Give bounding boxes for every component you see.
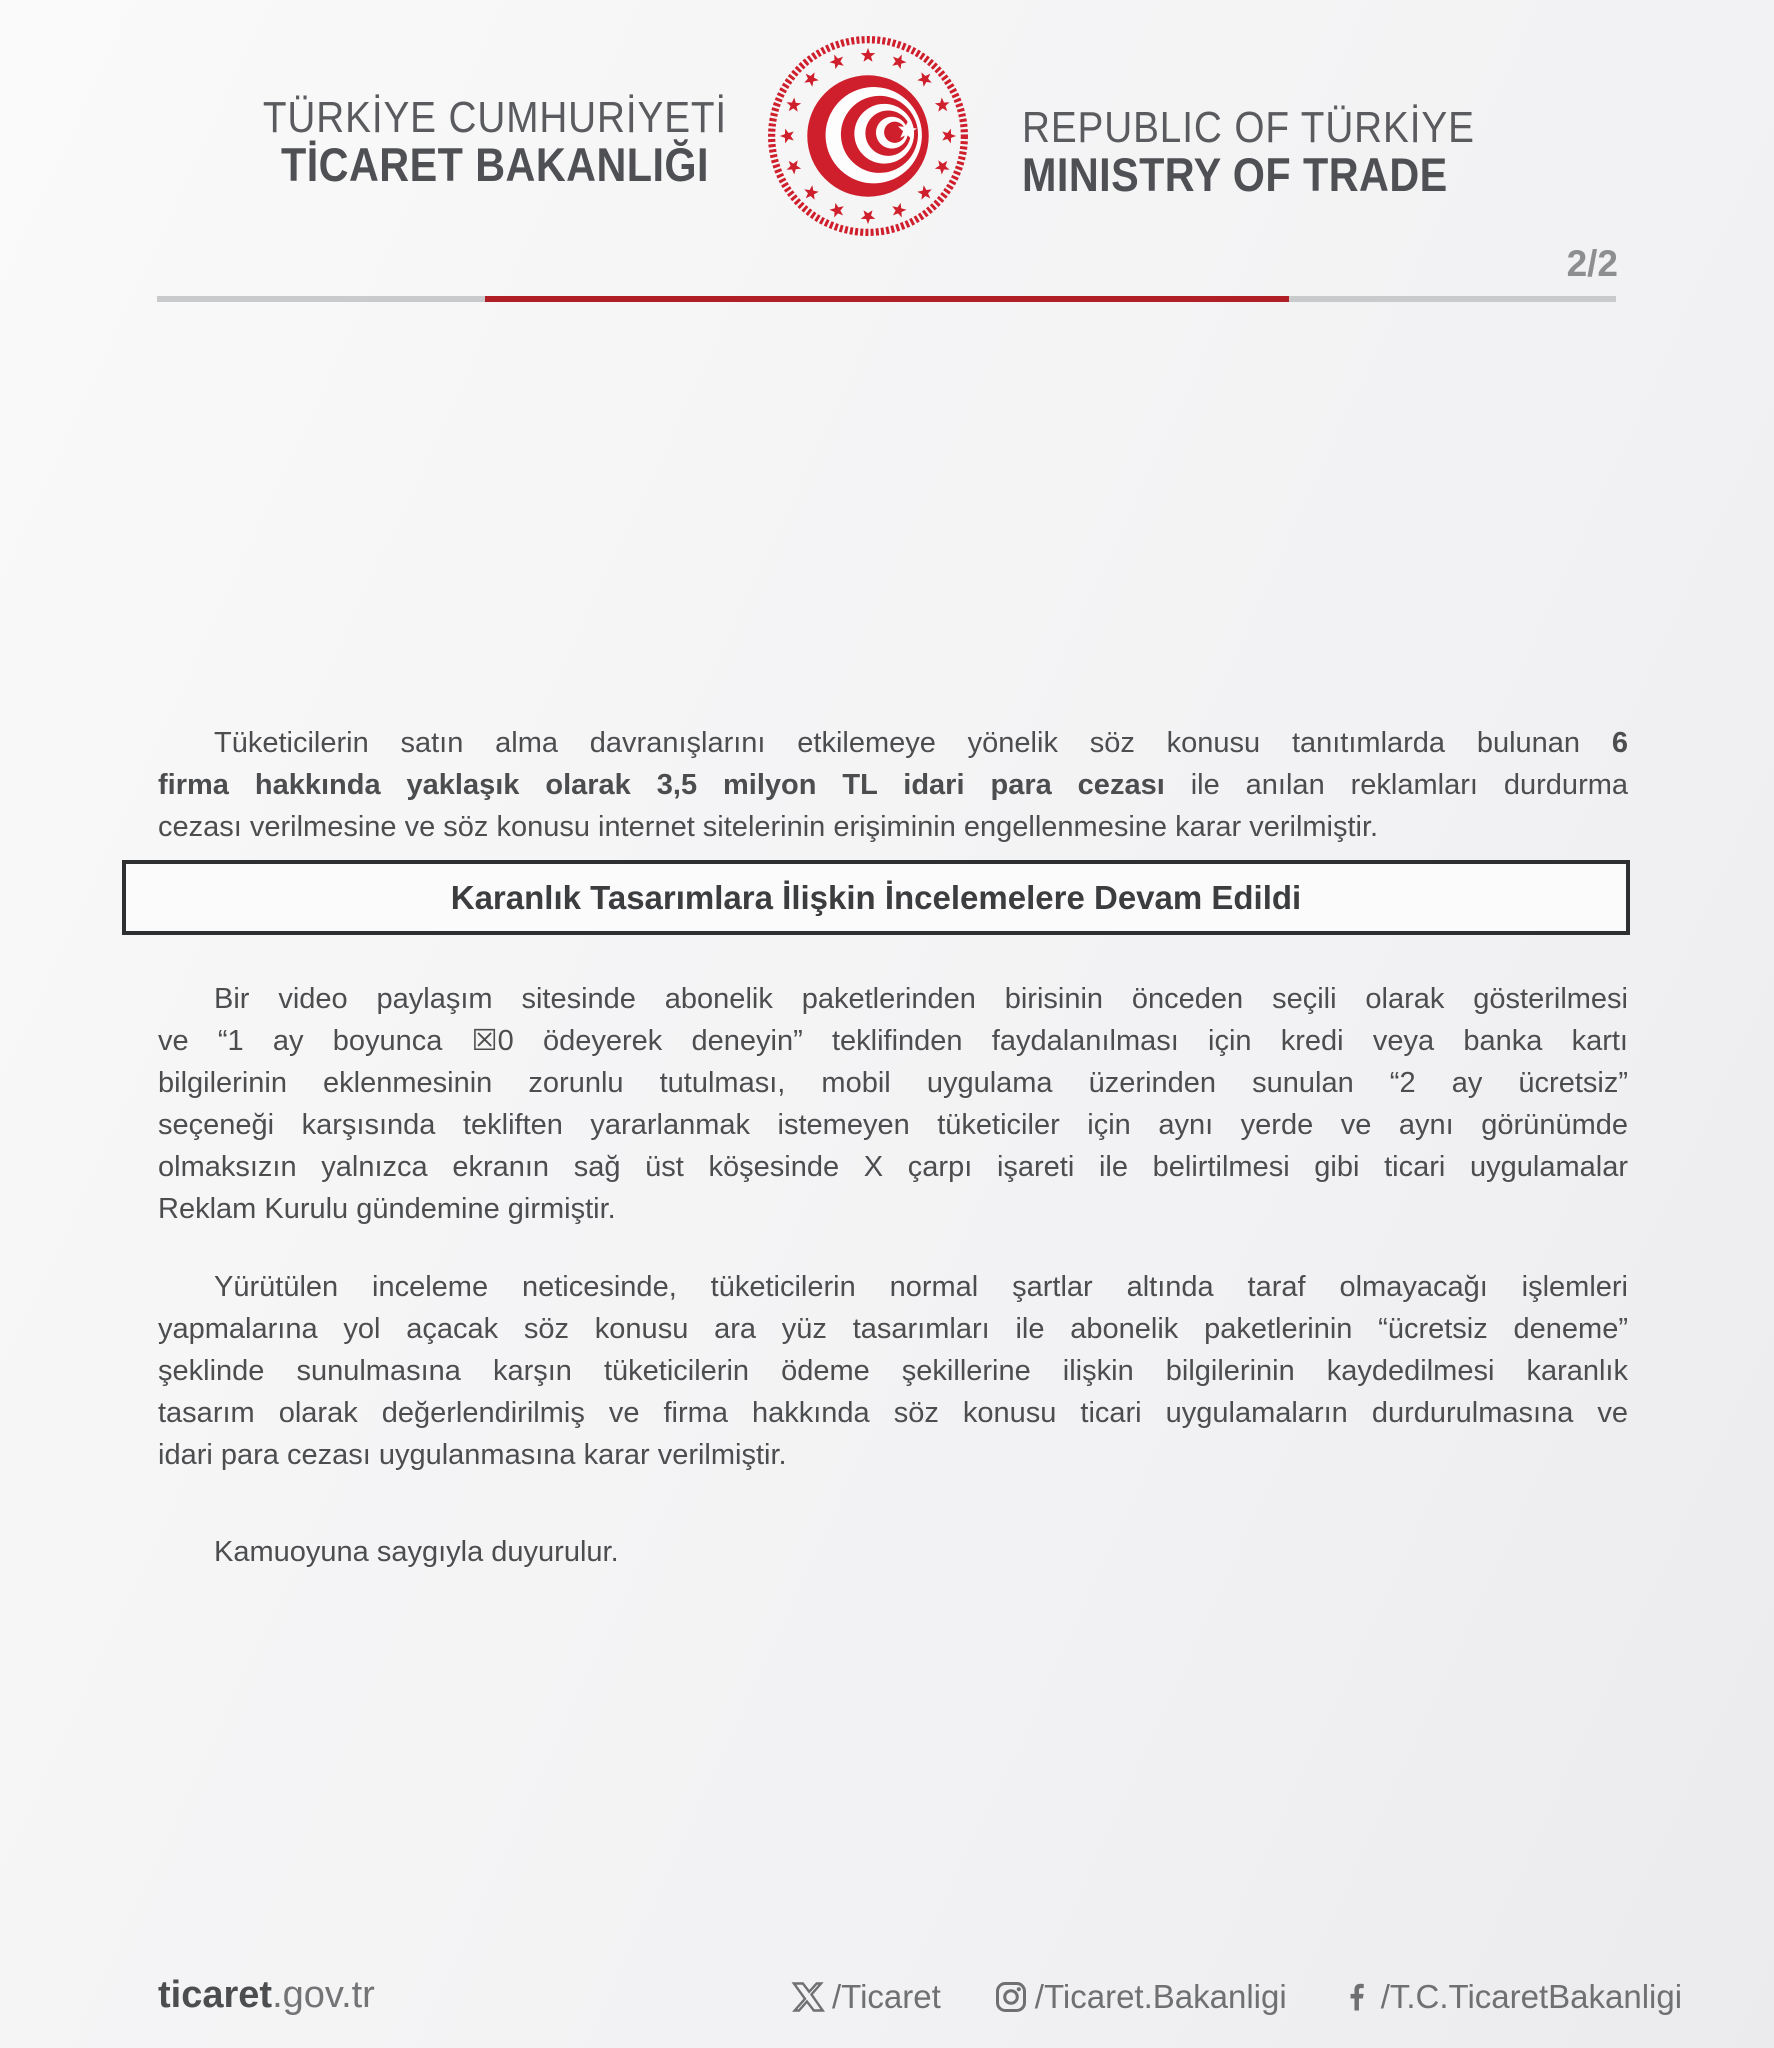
- x-icon: [790, 1979, 826, 2015]
- text-line: Tüketicilerin satın alma davranışlarını etkilemeye yönelik söz konusu tanıtımlarda bulunan 6: [214, 727, 1628, 759]
- x-handle: /Ticaret: [832, 1978, 941, 2015]
- text-line: tasarım olarak değerlendirilmiş ve firma hakkında söz konusu ticari uygulamaların durdurulmasına ve: [158, 1397, 1628, 1429]
- footer: [0, 1968, 1774, 2028]
- website-bold-part: ticaret: [158, 1974, 273, 2016]
- instagram-icon: [993, 1979, 1029, 2015]
- social-links-row: [790, 1978, 1682, 2016]
- text-line: Reklam Kurulu gündemine girmiştir.: [158, 1193, 616, 1225]
- title-republic-en: REPUBLIC OF TÜRKİYE: [1022, 103, 1475, 152]
- section-heading-box: [122, 860, 1630, 935]
- document-body: [158, 722, 1628, 1573]
- title-ministry-en: MINISTRY OF TRADE: [1022, 148, 1448, 201]
- text-line: yapmalarına yol açacak söz konusu ara yüz tasarımları ile abonelik paketlerinin “ücretsiz deneme”: [158, 1313, 1628, 1345]
- divider-red-segment: [485, 296, 1289, 302]
- divider-gray-right: [1289, 296, 1616, 302]
- paragraph-fine-decision: [158, 722, 1628, 848]
- paragraph-dark-patterns-cases: [158, 978, 1628, 1230]
- paragraph-investigation-result: [158, 1266, 1628, 1476]
- ministry-title-turkish: [200, 93, 790, 191]
- page-indicator: 2/2: [1566, 243, 1618, 284]
- facebook-link[interactable]: [1339, 1978, 1682, 2016]
- text-line: cezası verilmesine ve söz konusu internet sitelerinin erişiminin engellenmesine karar verilmiştir.: [158, 811, 1379, 843]
- website-rest-part: .gov.tr: [272, 1974, 375, 2016]
- logo-crescents: [807, 75, 928, 196]
- section-heading-text: Karanlık Tasarımlara İlişkin İncelemelere Devam Edildi: [450, 878, 1302, 916]
- title-republic-tr: TÜRKİYE CUMHURİYETİ: [262, 93, 728, 142]
- ministry-logo-icon: [762, 30, 974, 242]
- instagram-handle: /Ticaret.Bakanligi: [1034, 1978, 1287, 2015]
- text-line: ve “1 ay boyunca ☒0 ödeyerek deneyin” teklifinden faydalanılması için kredi veya banka kartı: [158, 1025, 1628, 1057]
- text-line: firma hakkında yaklaşık olarak 3,5 milyon TL idari para cezası ile anılan reklamları durdurma: [158, 769, 1629, 801]
- text-line: olmaksızın yalnızca ekranın sağ üst köşesinde X çarpı işareti ile belirtilmesi gibi ticari uygulamalar: [158, 1151, 1628, 1183]
- website-link[interactable]: [158, 1974, 375, 2017]
- title-ministry-tr: TİCARET BAKANLIĞI: [281, 138, 709, 191]
- x-link[interactable]: [790, 1978, 941, 2016]
- text-line: Bir video paylaşım sitesinde abonelik paketlerinden birisinin önceden seçili olarak gösterilmesi: [214, 983, 1628, 1015]
- ministry-title-english: [1022, 103, 1585, 201]
- text-line: bilgilerinin eklenmesinin zorunlu tutulması, mobil uygulama üzerinden sunulan “2 ay ücretsiz”: [158, 1067, 1628, 1099]
- closing-statement: Kamuoyuna saygıyla duyurulur.: [214, 1536, 619, 1568]
- text-line: Yürütülen inceleme neticesinde, tüketicilerin normal şartlar altında taraf olmayacağı işlemleri: [214, 1271, 1628, 1303]
- instagram-link[interactable]: [993, 1978, 1287, 2016]
- text-line: idari para cezası uygulanmasına karar verilmiştir.: [158, 1439, 787, 1471]
- text-line: seçeneği karşısında tekliften yararlanmak istemeyen tüketiciler için aynı yerde ve aynı görünümde: [158, 1109, 1628, 1141]
- divider-gray-left: [157, 296, 485, 302]
- facebook-handle: /T.C.TicaretBakanligi: [1380, 1978, 1683, 2015]
- facebook-icon: [1339, 1979, 1375, 2015]
- header-divider: [157, 296, 1616, 302]
- text-line: şeklinde sunulmasına karşın tüketicilerin ödeme şekillerine ilişkin bilgilerinin kaydedilmesi karanlık: [158, 1355, 1628, 1387]
